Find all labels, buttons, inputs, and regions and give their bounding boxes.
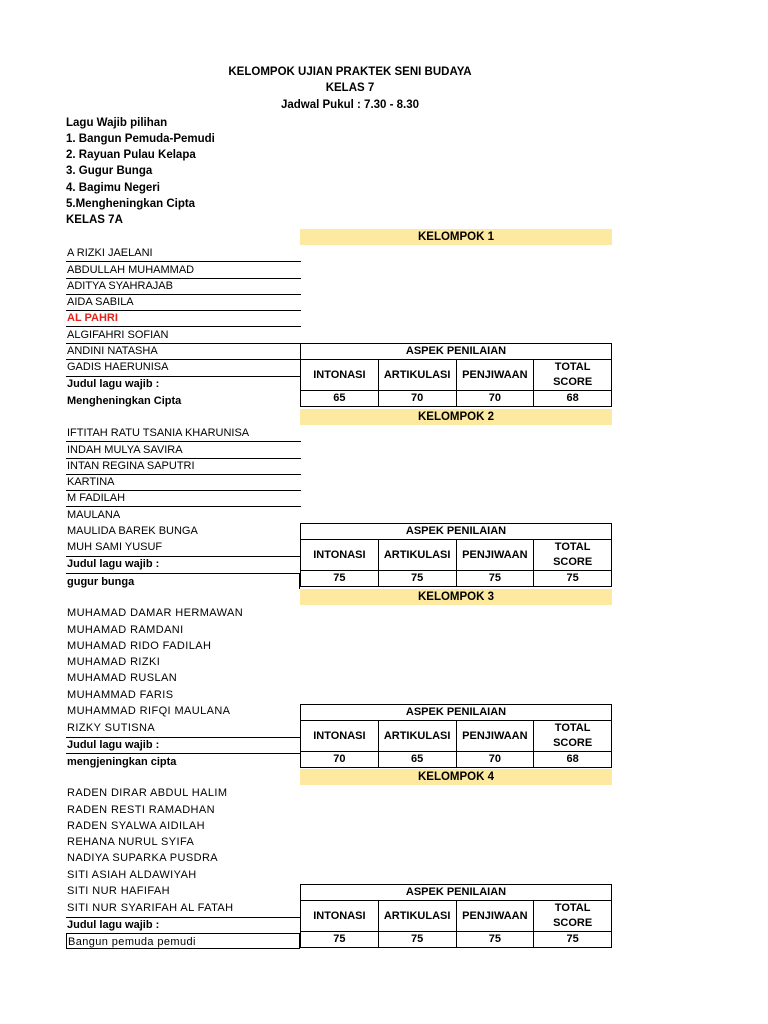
song-item: 1. Bangun Pemuda-Pemudi: [66, 133, 215, 145]
col-total-score: TOTAL SCORE: [534, 540, 612, 571]
song-item: 2. Rayuan Pulau Kelapa: [66, 149, 196, 161]
score-total: 68: [534, 391, 612, 407]
aspek-header: ASPEK PENILAIAN: [301, 885, 612, 901]
member-name: MAULIDA BAREK BUNGA: [67, 525, 198, 537]
col-total-score: TOTAL SCORE: [534, 721, 612, 752]
member-name: MUH SAMI YUSUF: [67, 541, 163, 553]
col-artikulasi: ARTIKULASI: [378, 721, 456, 752]
col-total-score: TOTAL SCORE: [534, 901, 612, 932]
score-artikulasi: 70: [378, 391, 456, 407]
aspek-header: ASPEK PENILAIAN: [301, 524, 612, 540]
page-title: KELOMPOK UJIAN PRAKTEK SENI BUDAYA: [228, 66, 472, 78]
song-item: 5.Mengheningkan Cipta: [66, 198, 196, 210]
col-penjiwaan: PENJIWAAN: [456, 901, 534, 932]
col-artikulasi: ARTIKULASI: [378, 360, 456, 391]
group-1-song: Mengheningkan Cipta: [67, 395, 182, 407]
group-2-song: gugur bunga: [66, 573, 300, 589]
member-name: INDAH MULYA SAVIRA: [66, 442, 301, 459]
col-intonasi: INTONASI: [301, 540, 379, 571]
member-name: MUHAMAD RIDO FADILAH: [67, 640, 212, 652]
score-total: 68: [534, 752, 612, 768]
group-1-header: KELOMPOK 1: [300, 229, 612, 245]
group-2-header: KELOMPOK 2: [300, 409, 612, 425]
col-artikulasi: ARTIKULASI: [378, 540, 456, 571]
score-penjiwaan: 70: [456, 391, 534, 407]
col-penjiwaan: PENJIWAAN: [456, 360, 534, 391]
member-name-highlighted: AL PAHRI: [66, 310, 301, 327]
group-2-score-table: [300, 523, 612, 587]
member-name: MAULANA: [67, 509, 121, 521]
member-name: INTAN REGINA SAPUTRI: [66, 458, 301, 475]
member-name: MUHAMMAD FARIS: [67, 689, 174, 701]
judul-label: Judul lagu wajib :: [66, 917, 300, 932]
score-penjiwaan: 70: [456, 752, 534, 768]
col-intonasi: INTONASI: [301, 721, 379, 752]
judul-label: Judul lagu wajib :: [66, 737, 300, 752]
song-list-heading: Lagu Wajib pilihan: [66, 117, 168, 129]
col-artikulasi: ARTIKULASI: [378, 901, 456, 932]
member-name: AIDA SABILA: [66, 294, 301, 311]
score-artikulasi: 75: [378, 571, 456, 587]
member-name: REHANA NURUL SYIFA: [67, 836, 195, 848]
member-name: NADIYA SUPARKA PUSDRA: [67, 852, 219, 864]
member-name: ALGIFAHRI SOFIAN: [66, 327, 301, 344]
group-4-score-table: [300, 884, 612, 948]
schedule-line: Jadwal Pukul : 7.30 - 8.30: [280, 99, 420, 111]
col-penjiwaan: PENJIWAAN: [456, 540, 534, 571]
col-intonasi: INTONASI: [301, 360, 379, 391]
score-artikulasi: 65: [378, 752, 456, 768]
aspek-header: ASPEK PENILAIAN: [301, 344, 612, 360]
member-name: MUHAMAD RUSLAN: [67, 672, 178, 684]
col-penjiwaan: PENJIWAAN: [456, 721, 534, 752]
member-name: RIZKY SUTISNA: [67, 722, 156, 734]
score-intonasi: 75: [301, 932, 379, 948]
group-1-score-table: [300, 343, 612, 407]
score-penjiwaan: 75: [456, 932, 534, 948]
class-label: KELAS 7A: [66, 214, 123, 226]
member-name: IFTITAH RATU TSANIA KHARUNISA: [66, 425, 301, 442]
member-name: KARTINA: [66, 474, 301, 491]
member-name: SITI NUR HAFIFAH: [67, 885, 170, 897]
judul-label: Judul lagu wajib :: [66, 556, 300, 571]
member-name: RADEN RESTI RAMADHAN: [67, 804, 215, 816]
score-total: 75: [534, 571, 612, 587]
member-name: RADEN DIRAR ABDUL HALIM: [67, 787, 228, 799]
member-name: M FADILAH: [66, 490, 301, 507]
member-name: A RIZKI JAELANI: [66, 245, 301, 262]
group-3-header: KELOMPOK 3: [300, 589, 612, 605]
song-item: 3. Gugur Bunga: [66, 165, 153, 177]
aspek-header: ASPEK PENILAIAN: [301, 705, 612, 721]
member-name: SITI ASIAH ALDAWIYAH: [67, 869, 197, 881]
class-subtitle: KELAS 7: [325, 82, 375, 94]
song-item: 4. Bagimu Negeri: [66, 182, 160, 194]
judul-label: Judul lagu wajib :: [66, 376, 300, 391]
member-name: MUHAMMAD RIFQI MAULANA: [67, 705, 231, 717]
group-3-score-table: [300, 704, 612, 768]
score-intonasi: 75: [301, 571, 379, 587]
score-penjiwaan: 75: [456, 571, 534, 587]
member-name: RADEN SYALWA AIDILAH: [67, 820, 206, 832]
group-4-song: Bangun pemuda pemudi: [66, 933, 300, 949]
member-name: SITI NUR SYARIFAH AL FATAH: [67, 902, 234, 914]
member-name: MUHAMAD DAMAR HERMAWAN: [67, 607, 244, 619]
score-total: 75: [534, 932, 612, 948]
member-name: MUHAMAD RAMDANI: [67, 624, 184, 636]
member-name: ADITYA SYAHRAJAB: [66, 278, 301, 295]
group-3-song: mengjeningkan cipta: [66, 753, 300, 769]
group-4-header: KELOMPOK 4: [300, 769, 612, 785]
member-name: ANDINI NATASHA: [66, 343, 301, 360]
score-artikulasi: 75: [378, 932, 456, 948]
member-name: GADIS HAERUNISA: [67, 361, 169, 373]
score-intonasi: 70: [301, 752, 379, 768]
score-intonasi: 65: [301, 391, 379, 407]
col-intonasi: INTONASI: [301, 901, 379, 932]
member-name: MUHAMAD RIZKI: [67, 656, 161, 668]
member-name: ABDULLAH MUHAMMAD: [66, 262, 301, 279]
col-total-score: TOTAL SCORE: [534, 360, 612, 391]
